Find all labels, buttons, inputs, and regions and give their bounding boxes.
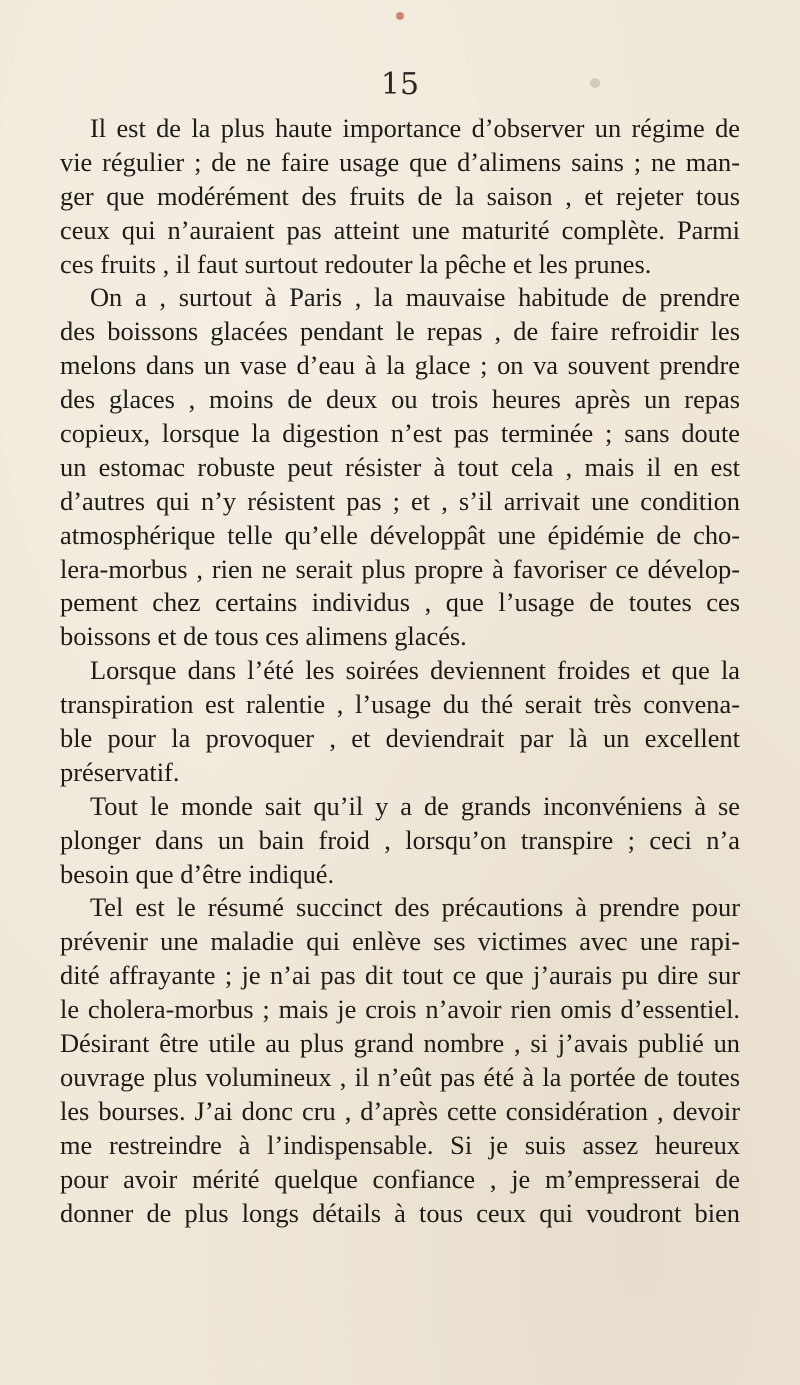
text-line: Désirant être utile au plus grand nombre , si j’avais publié un — [60, 1028, 740, 1059]
text-line: lera-morbus , rien ne serait plus propre à favoriser ce dévelop- — [60, 553, 740, 584]
text-line: melons dans un vase d’eau à la glace ; on va souvent prendre — [60, 350, 740, 381]
paragraph — [60, 891, 740, 1230]
paragraph — [60, 790, 740, 892]
text-line: un estomac robuste peut résister à tout cela , mais il en est — [60, 451, 740, 482]
text-line: vie régulier ; de ne faire usage que d’alimens sains ; ne man- — [60, 146, 740, 177]
text-line: plonger dans un bain froid , lorsqu’on transpire ; ceci n’a — [60, 824, 740, 855]
text-line: pement chez certains individus , que l’usage de toutes ces — [60, 587, 740, 618]
text-line: le cholera-morbus ; mais je crois n’avoir rien omis d’essentiel. — [60, 994, 740, 1025]
text-line: Il est de la plus haute importance d’observer un régime de — [90, 113, 740, 143]
text-line: On a , surtout à Paris , la mauvaise habitude de prendre — [90, 282, 740, 313]
text-line: pour avoir mérité quelque confiance , je m’empresserai de — [60, 1163, 740, 1194]
ink-spot — [396, 12, 404, 20]
text-line: ger que modérément des fruits de la saison , et rejeter tous — [60, 180, 740, 211]
paragraph — [60, 281, 740, 654]
text-line: ceux qui n’auraient pas atteint une maturité complète. Parmi — [60, 214, 740, 245]
text-line: prévenir une maladie qui enlève ses victimes avec une rapi- — [60, 926, 740, 957]
body-text — [60, 112, 740, 1230]
text-line: ouvrage plus volumineux , il n’eût pas été à la portée de toutes — [60, 1061, 740, 1092]
text-line: copieux, lorsque la digestion n’est pas terminée ; sans doute — [60, 418, 740, 449]
text-line: ble pour la provoquer , et deviendrait par là un excellent — [60, 723, 740, 754]
text-line: les bourses. J’ai donc cru , d’après cette considération , devoir — [60, 1095, 740, 1126]
text-line: transpiration est ralentie , l’usage du thé serait très convena- — [60, 689, 740, 720]
text-line: ces fruits , il faut surtout redouter la pêche et les prunes. — [60, 248, 652, 279]
page-number: 15 — [380, 67, 420, 102]
paragraph — [60, 654, 740, 790]
text-line: des boissons glacées pendant le repas , de faire refroidir les — [60, 316, 740, 347]
text-line: d’autres qui n’y résistent pas ; et , s’il arrivait une condition — [60, 485, 740, 516]
text-line: atmosphérique telle qu’elle développât une épidémie de cho- — [60, 519, 740, 550]
text-line: des glaces , moins de deux ou trois heures après un repas — [60, 384, 740, 415]
text-line: besoin que d’être indiqué. — [60, 858, 335, 889]
text-line: Tel est le résumé succinct des précautions à prendre pour — [90, 892, 740, 923]
text-line: Tout le monde sait qu’il y a de grands inconvéniens à se — [90, 790, 740, 821]
text-line: préservatif. — [60, 756, 180, 787]
text-line: dité affrayante ; je n’ai pas dit tout ce que j’aurais pu dire sur — [60, 960, 740, 991]
text-line: boissons et de tous ces alimens glacés. — [60, 621, 467, 652]
text-line: donner de plus longs détails à tous ceux qui voudront bien — [60, 1197, 740, 1228]
text-line: Lorsque dans l’été les soirées deviennent froides et que la — [90, 655, 740, 686]
paragraph — [60, 112, 740, 281]
text-line: me restreindre à l’indispensable. Si je suis assez heureux — [60, 1129, 740, 1160]
